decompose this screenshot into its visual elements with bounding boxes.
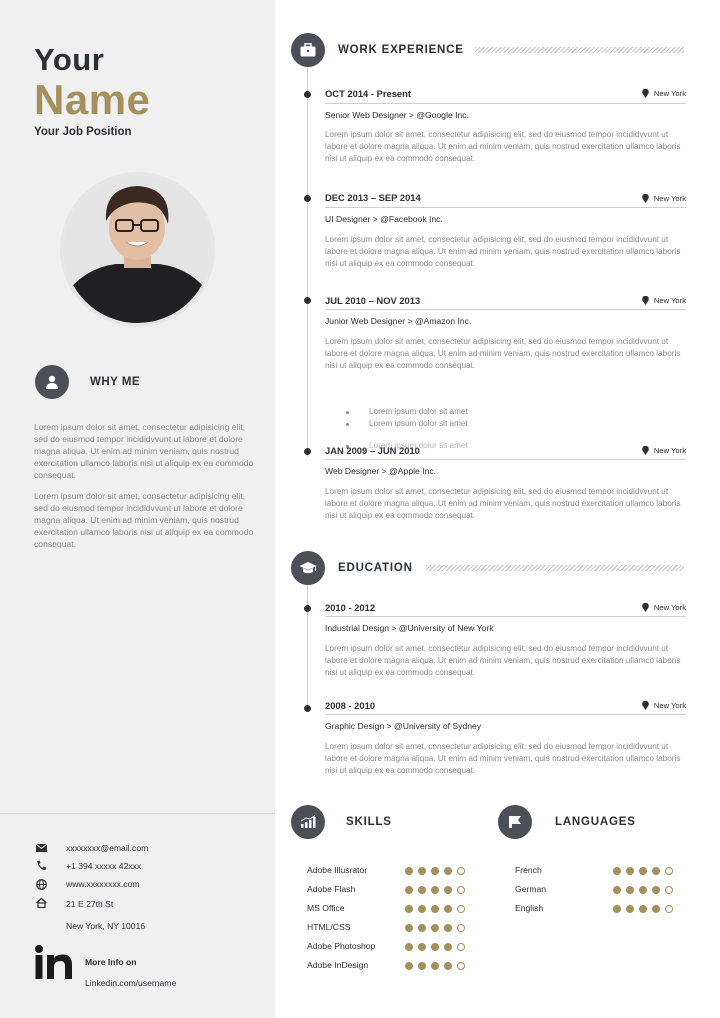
rating-dot-filled (405, 943, 413, 951)
languages-title: LANGUAGES (555, 816, 636, 828)
rating-dot-filled (405, 924, 413, 932)
skill-name: Adobe Flash (307, 884, 356, 894)
job-position: Your Job Position (34, 126, 132, 138)
rating-dot-filled (418, 943, 426, 951)
rating-dot-filled (626, 886, 634, 894)
timeline-dot (304, 448, 311, 455)
map-pin-icon (642, 89, 649, 98)
rating-dot-filled (418, 905, 426, 913)
work-description: Lorem ipsum dolor sit amet, consectetur adipisicing elit, sed do eiusmod tempor incididvvunt ut labore et dolore magna aliqua. Ut enim ad minim veniam, quis nostrud exercitation ullamco laboris nisi ut aliquip ex ea commodo consequat. (325, 235, 681, 268)
work-location-text: New York (653, 194, 686, 203)
first-name: Your (34, 42, 105, 77)
more-info-label: More Info on (85, 957, 137, 967)
work-location (642, 194, 686, 203)
linkedin-url[interactable]: Linkedin.com/username (85, 978, 177, 988)
globe-icon (34, 878, 48, 890)
graduation-cap-icon (291, 551, 325, 585)
work-location (642, 296, 686, 305)
timeline-dot (304, 705, 311, 712)
rating-dot-filled (418, 886, 426, 894)
rating-dot-filled (431, 867, 439, 875)
last-name: Name (34, 76, 151, 123)
entry-divider (325, 714, 686, 715)
education-location-text: New York (653, 603, 686, 612)
work-role: Senior Web Designer > @Google Inc. (325, 110, 469, 120)
contact-address-line1: 21 E 27th St (66, 899, 114, 909)
phone-icon (34, 859, 48, 871)
work-role: Junior Web Designer > @Amazon Inc. (325, 316, 472, 326)
rating-dot-filled (418, 962, 426, 970)
skill-name: Adobe Photoshop (307, 941, 376, 951)
rating-dot-filled (405, 867, 413, 875)
timeline-dot (304, 297, 311, 304)
education-date: 2008 - 2010 (325, 700, 376, 711)
rating-dot-filled (444, 924, 452, 932)
work-role: UI Designer > @Facebook Inc. (325, 214, 443, 224)
flag-icon (498, 805, 532, 839)
rating-dot-filled (431, 943, 439, 951)
work-bullet-list (346, 406, 468, 430)
language-name: French (515, 865, 542, 875)
why-me-paragraph: Lorem ipsum dolor sit amet, consectetur adipisicing elit, sed do eiusmod tempor incididvvunt ut labore et dolore magna aliqua. Ut enim ad minim veniam, quis nostrud exercitation ullamco laboris nisi ut aliquip ex ea commodo consequat. (34, 491, 254, 549)
map-pin-icon (642, 296, 649, 305)
work-location-text: New York (653, 296, 686, 305)
rating-dot-filled (613, 886, 621, 894)
rating-dot-filled (405, 905, 413, 913)
education-location-text: New York (653, 701, 686, 710)
timeline-dot (304, 91, 311, 98)
skill-rating (405, 867, 465, 875)
contact-email[interactable]: xxxxxxxx@email.com (66, 843, 149, 853)
work-role: Web Designer > @Apple Inc. (325, 466, 437, 476)
language-rating (613, 886, 673, 894)
work-description: Lorem ipsum dolor sit amet, consectetur adipisicing elit, sed do eiusmod tempor incididvvunt ut labore et dolore magna aliqua. Ut enim ad minim veniam, quis nostrud exercitation ullamco laboris nisi ut aliquip ex ea commodo consequat. (325, 337, 681, 370)
rating-dot-filled (405, 886, 413, 894)
skills-title: SKILLS (346, 816, 392, 828)
work-experience-title: WORK EXPERIENCE (338, 44, 464, 56)
rating-dot-filled (639, 886, 647, 894)
work-date: DEC 2013 – SEP 2014 (325, 192, 421, 203)
rating-dot-empty (665, 867, 673, 875)
work-description: Lorem ipsum dolor sit amet, consectetur adipisicing elit, sed do eiusmod tempor incididvvunt ut labore et dolore magna aliqua. Ut enim ad minim veniam, quis nostrud exercitation ullamco laboris nisi ut aliquip ex ea commodo consequat. (325, 130, 681, 163)
section-title-hatch (475, 47, 684, 53)
work-location (642, 446, 686, 455)
rating-dot-filled (418, 867, 426, 875)
entry-divider (325, 103, 686, 104)
rating-dot-empty (457, 867, 465, 875)
skill-rating (405, 943, 465, 951)
skill-rating (405, 886, 465, 894)
rating-dot-filled (444, 905, 452, 913)
timeline-dot (304, 195, 311, 202)
work-date: JAN 2009 – JUN 2010 (325, 445, 420, 456)
education-description: Lorem ipsum dolor sit amet, consectetur adipisicing elit, sed do eiusmod tempor incididvvunt ut labore et dolore magna aliqua. Ut enim ad minim veniam, quis nostrud exercitation ullamco laboris nisi ut aliquip ex ea commodo consequat. (325, 742, 681, 775)
language-rating (613, 905, 673, 913)
map-pin-icon (642, 701, 649, 710)
why-me-title: WHY ME (90, 376, 141, 388)
education-timeline (307, 585, 308, 710)
contact-phone: +1 394 xxxxx 42xxx (66, 861, 142, 871)
timeline-dot (304, 605, 311, 612)
education-description: Lorem ipsum dolor sit amet, consectetur adipisicing elit, sed do eiusmod tempor incididvvunt ut labore et dolore magna aliqua. Ut enim ad minim veniam, quis nostrud exercitation ullamco laboris nisi ut aliquip ex ea commodo consequat. (325, 644, 681, 677)
work-location (642, 89, 686, 98)
rating-dot-filled (626, 867, 634, 875)
entry-divider (325, 309, 686, 310)
rating-dot-empty (457, 943, 465, 951)
rating-dot-filled (626, 905, 634, 913)
skill-name: Adobe Illusrator (307, 865, 368, 875)
work-timeline (307, 67, 308, 457)
skill-name: Adobe InDesign (307, 960, 369, 970)
rating-dot-filled (431, 905, 439, 913)
rating-dot-empty (457, 905, 465, 913)
rating-dot-filled (431, 924, 439, 932)
map-pin-icon (642, 603, 649, 612)
rating-dot-filled (652, 886, 660, 894)
linkedin-icon[interactable] (34, 944, 74, 980)
skill-rating (405, 962, 465, 970)
envelope-icon (34, 842, 48, 854)
rating-dot-filled (444, 867, 452, 875)
rating-dot-filled (418, 924, 426, 932)
skill-name: MS Office (307, 903, 345, 913)
rating-dot-filled (639, 905, 647, 913)
rating-dot-empty (665, 886, 673, 894)
entry-divider (325, 616, 686, 617)
rating-dot-filled (613, 867, 621, 875)
rating-dot-filled (613, 905, 621, 913)
work-date: OCT 2014 - Present (325, 88, 411, 99)
language-rating (613, 867, 673, 875)
entry-divider (325, 207, 686, 208)
education-date: 2010 - 2012 (325, 602, 376, 613)
language-name: English (515, 903, 544, 913)
work-location-text: New York (653, 89, 686, 98)
profile-photo (60, 172, 215, 327)
map-pin-icon (642, 446, 649, 455)
rating-dot-filled (431, 886, 439, 894)
map-pin-icon (642, 194, 649, 203)
rating-dot-filled (431, 962, 439, 970)
list-item: Lorem ipsum dolor sit amet (346, 440, 468, 452)
rating-dot-empty (457, 886, 465, 894)
list-item: Lorem ipsum dolor sit amet (346, 418, 468, 430)
home-icon (34, 897, 48, 909)
rating-dot-empty (457, 962, 465, 970)
language-name: German (515, 884, 547, 894)
skill-name: HTML/CSS (307, 922, 351, 932)
sidebar (0, 0, 275, 1018)
contact-address-line2: New York, NY 10016 (66, 921, 146, 931)
rating-dot-filled (639, 867, 647, 875)
rating-dot-filled (652, 867, 660, 875)
rating-dot-filled (444, 962, 452, 970)
rating-dot-filled (405, 962, 413, 970)
entry-divider (325, 459, 686, 460)
rating-dot-filled (652, 905, 660, 913)
skill-rating (405, 924, 465, 932)
rating-dot-empty (665, 905, 673, 913)
rating-dot-filled (444, 943, 452, 951)
why-me-paragraph: Lorem ipsum dolor sit amet, consectetur adipisicing elit, sed do eiusmod tempor incididvvunt ut labore et dolore magna aliqua. Ut enim ad minim veniam, quis nostrud exercitation ullamco laboris nisi ut aliquip ex ea commodo consequat. (34, 422, 254, 480)
section-title-hatch (426, 565, 684, 571)
list-item: Lorem ipsum dolor sit amet (346, 406, 468, 418)
education-title: EDUCATION (338, 562, 413, 574)
education-location (642, 603, 686, 612)
rating-dot-filled (444, 886, 452, 894)
skill-rating (405, 905, 465, 913)
education-degree: Graphic Design > @University of Sydney (325, 721, 482, 731)
work-date: JUL 2010 – NOV 2013 (325, 295, 421, 306)
rating-dot-empty (457, 924, 465, 932)
briefcase-icon (291, 33, 325, 67)
work-description: Lorem ipsum dolor sit amet, consectetur adipisicing elit, sed do eiusmod tempor incididvvunt ut labore et dolore magna aliqua. Ut enim ad minim veniam, quis nostrud exercitation ullamco laboris nisi ut aliquip ex ea commodo consequat. (325, 487, 681, 520)
user-icon (35, 365, 69, 399)
work-location-text: New York (653, 446, 686, 455)
education-location (642, 701, 686, 710)
chart-icon (291, 805, 325, 839)
education-degree: Industrial Design > @University of New York (325, 623, 494, 633)
contact-divider (0, 813, 275, 814)
contact-website[interactable]: www.xxxxxxxx.com (66, 879, 140, 889)
